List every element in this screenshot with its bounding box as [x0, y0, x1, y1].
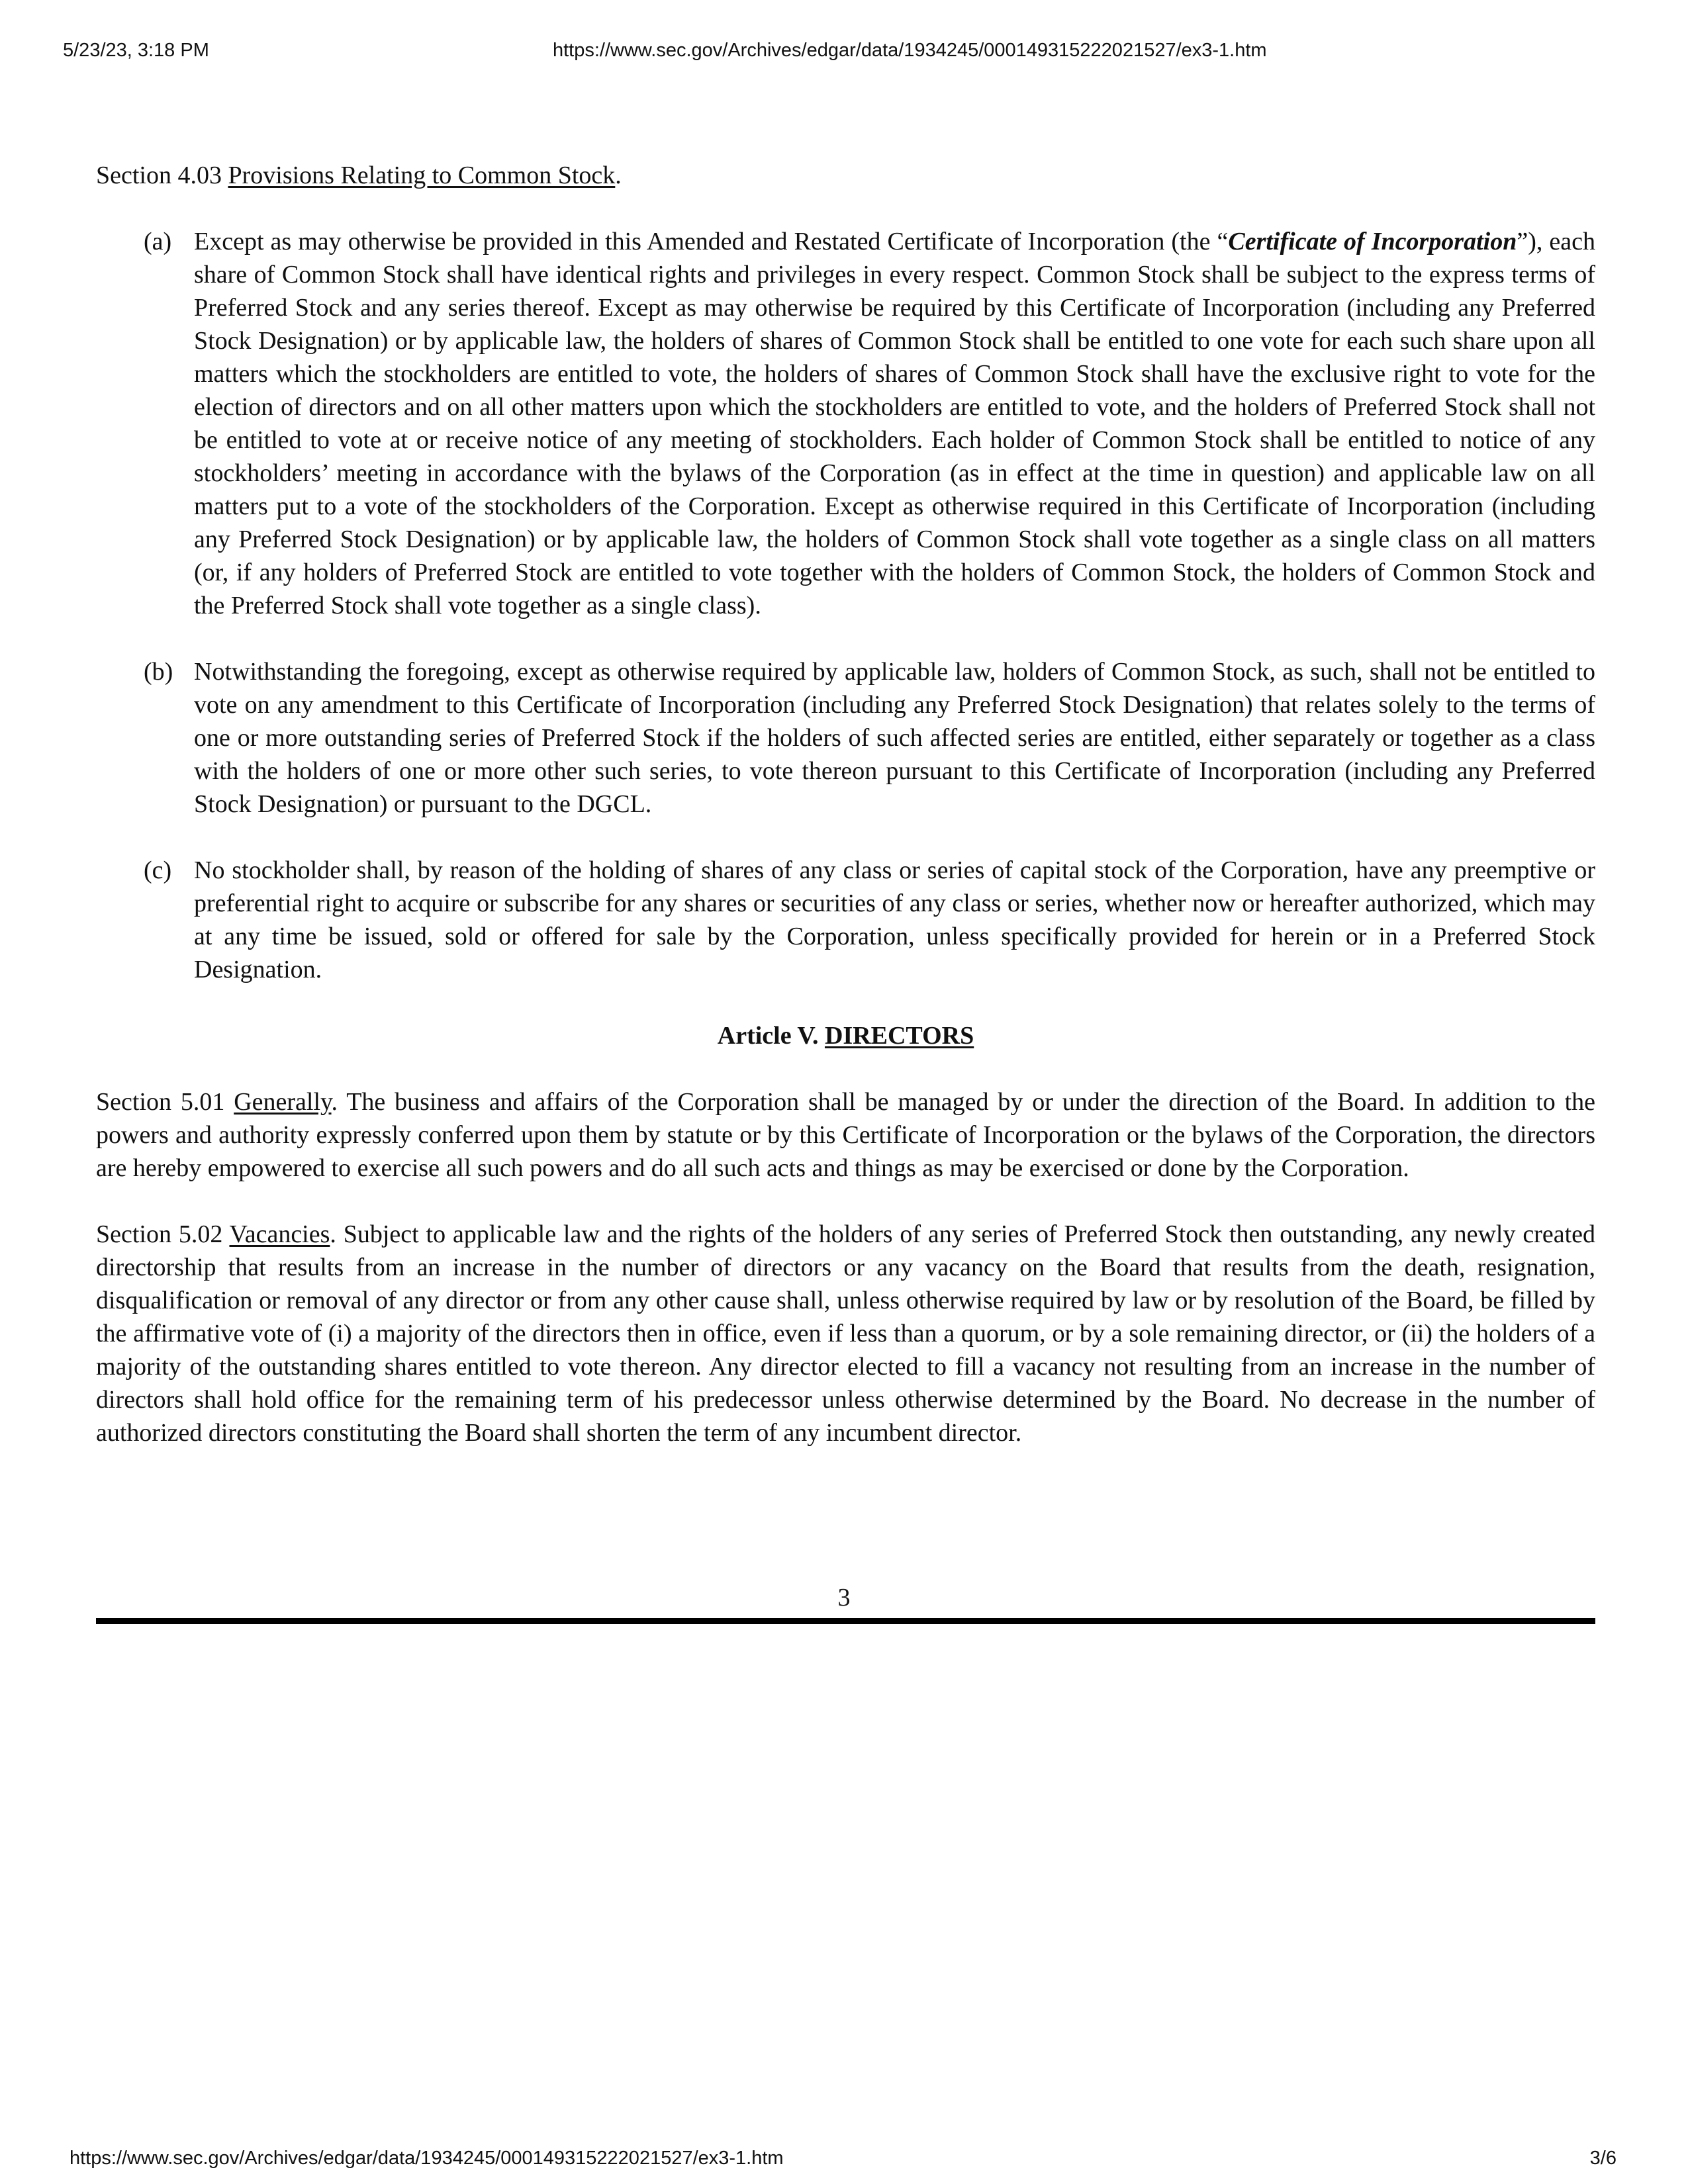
section-4-03-item-c [144, 854, 1595, 986]
item-label: (b) [144, 658, 173, 686]
print-header-url[interactable]: https://www.sec.gov/Archives/edgar/data/1934245/000149315222021527/ex3-1.htm [553, 40, 1267, 61]
section-4-03-heading: Section 4.03 Provisions Relating to Common Stock. [96, 161, 622, 189]
item-text: No stockholder shall, by reason of the holding of shares of any class or series of capital stock of the Corporation, have any preemptive or preferential right to acquire or subscribe for any shares or securities of any class or series, whether now or hereafter authorized, which may at any time be issued, sold or offered for sale by the Corporation, unless specifically provided for herein or in a Preferred Stock Designation. [194, 856, 1595, 983]
item-text: Notwithstanding the foregoing, except as otherwise required by applicable law, holders of Common Stock, as such, shall not be entitled to vote on any amendment to this Certificate of Incorporation (including any Preferred Stock Designation) that relates solely to the terms of one or more outstanding series of Preferred Stock if the holders of such affected series are entitled, either separately or together as a class with the holders of one or more other such series, to vote thereon pursuant to this Certificate of Incorporation (including any Preferred Stock Designation) or pursuant to the DGCL. [194, 658, 1595, 818]
print-datetime: 5/23/23, 3:18 PM [63, 40, 209, 61]
article-v-heading: Article V. DIRECTORS [717, 1022, 974, 1050]
section-4-03-item-b [144, 655, 1595, 821]
document-body [96, 159, 1595, 1449]
section-5-01-title: Generally [234, 1088, 332, 1116]
print-page-count: 3/6 [1589, 2148, 1617, 2169]
print-footer-url[interactable]: https://www.sec.gov/Archives/edgar/data/1934245/000149315222021527/ex3-1.htm [70, 2148, 784, 2169]
item-text: Except as may otherwise be provided in this Amended and Restated Certificate of Incorporation (the “Certificate of Incorporation”), each share of Common Stock shall have identical rights and privileges in every respect. Common Stock shall be subject to the express terms of Preferred Stock and any series thereof. Except as may otherwise be required by this Certificate of Incorporation (including any Preferred Stock Designation) or by applicable law, the holders of shares of Common Stock shall be entitled to one vote for each such share upon all matters which the stockholders are entitled to vote, the holders of shares of Common Stock shall have the exclusive right to vote for the election of directors and on all other matters upon which the stockholders are entitled to vote, and the holders of Preferred Stock shall not be entitled to vote at or receive notice of any meeting of stockholders. Each holder of Common Stock shall be entitled to notice of any stockholders’ meeting in accordance with the bylaws of the Corporation (as in effect at the time in question) and applicable law on all matters put to a vote of the stockholders of the Corporation. Except as otherwise required in this Certificate of Incorporation (including any Preferred Stock Designation) or by applicable law, the holders of Common Stock shall vote together as a single class on all matters (or, if any holders of Preferred Stock are entitled to vote together with the holders of Common Stock, the holders of Common Stock and the Preferred Stock shall vote together as a single class). [194, 228, 1595, 619]
section-4-03-title: Provisions Relating to Common Stock [228, 161, 616, 189]
page-divider [96, 1618, 1595, 1624]
article-v-title: DIRECTORS [824, 1022, 974, 1050]
section-5-02: Section 5.02 Vacancies. Subject to applicable law and the rights of the holders of any series of Preferred Stock then outstanding, any newly created directorship that results from an increase in the number of directors or any vacancy on the Board that results from the death, resignation, disqualification or removal of any director or from any other cause shall, unless otherwise required by law or by resolution of the Board, be filled by the affirmative vote of (i) a majority of the directors then in office, even if less than a quorum, or by a sole remaining director, or (ii) the holders of a majority of the outstanding shares entitled to vote thereon. Any director elected to fill a vacancy not resulting from an increase in the number of directors shall hold office for the remaining term of his predecessor unless otherwise determined by the Board. No decrease in the number of authorized directors constituting the Board shall shorten the term of any incumbent director. [96, 1220, 1595, 1447]
section-4-03-item-a [144, 225, 1595, 622]
item-label: (c) [144, 856, 172, 884]
section-5-01: Section 5.01 Generally. The business and affairs of the Corporation shall be managed by or under the direction of the Board. In addition to the powers and authority expressly conferred upon them by statute or by this Certificate of Incorporation or the bylaws of the Corporation, the directors are hereby empowered to exercise all such powers and do all such acts and things as may be exercised or done by the Corporation. [96, 1088, 1596, 1182]
defined-term: Certificate of Incorporation [1228, 228, 1517, 255]
page-number: 3 [837, 1584, 851, 1612]
item-label: (a) [144, 228, 172, 255]
section-5-02-title: Vacancies [229, 1220, 330, 1248]
